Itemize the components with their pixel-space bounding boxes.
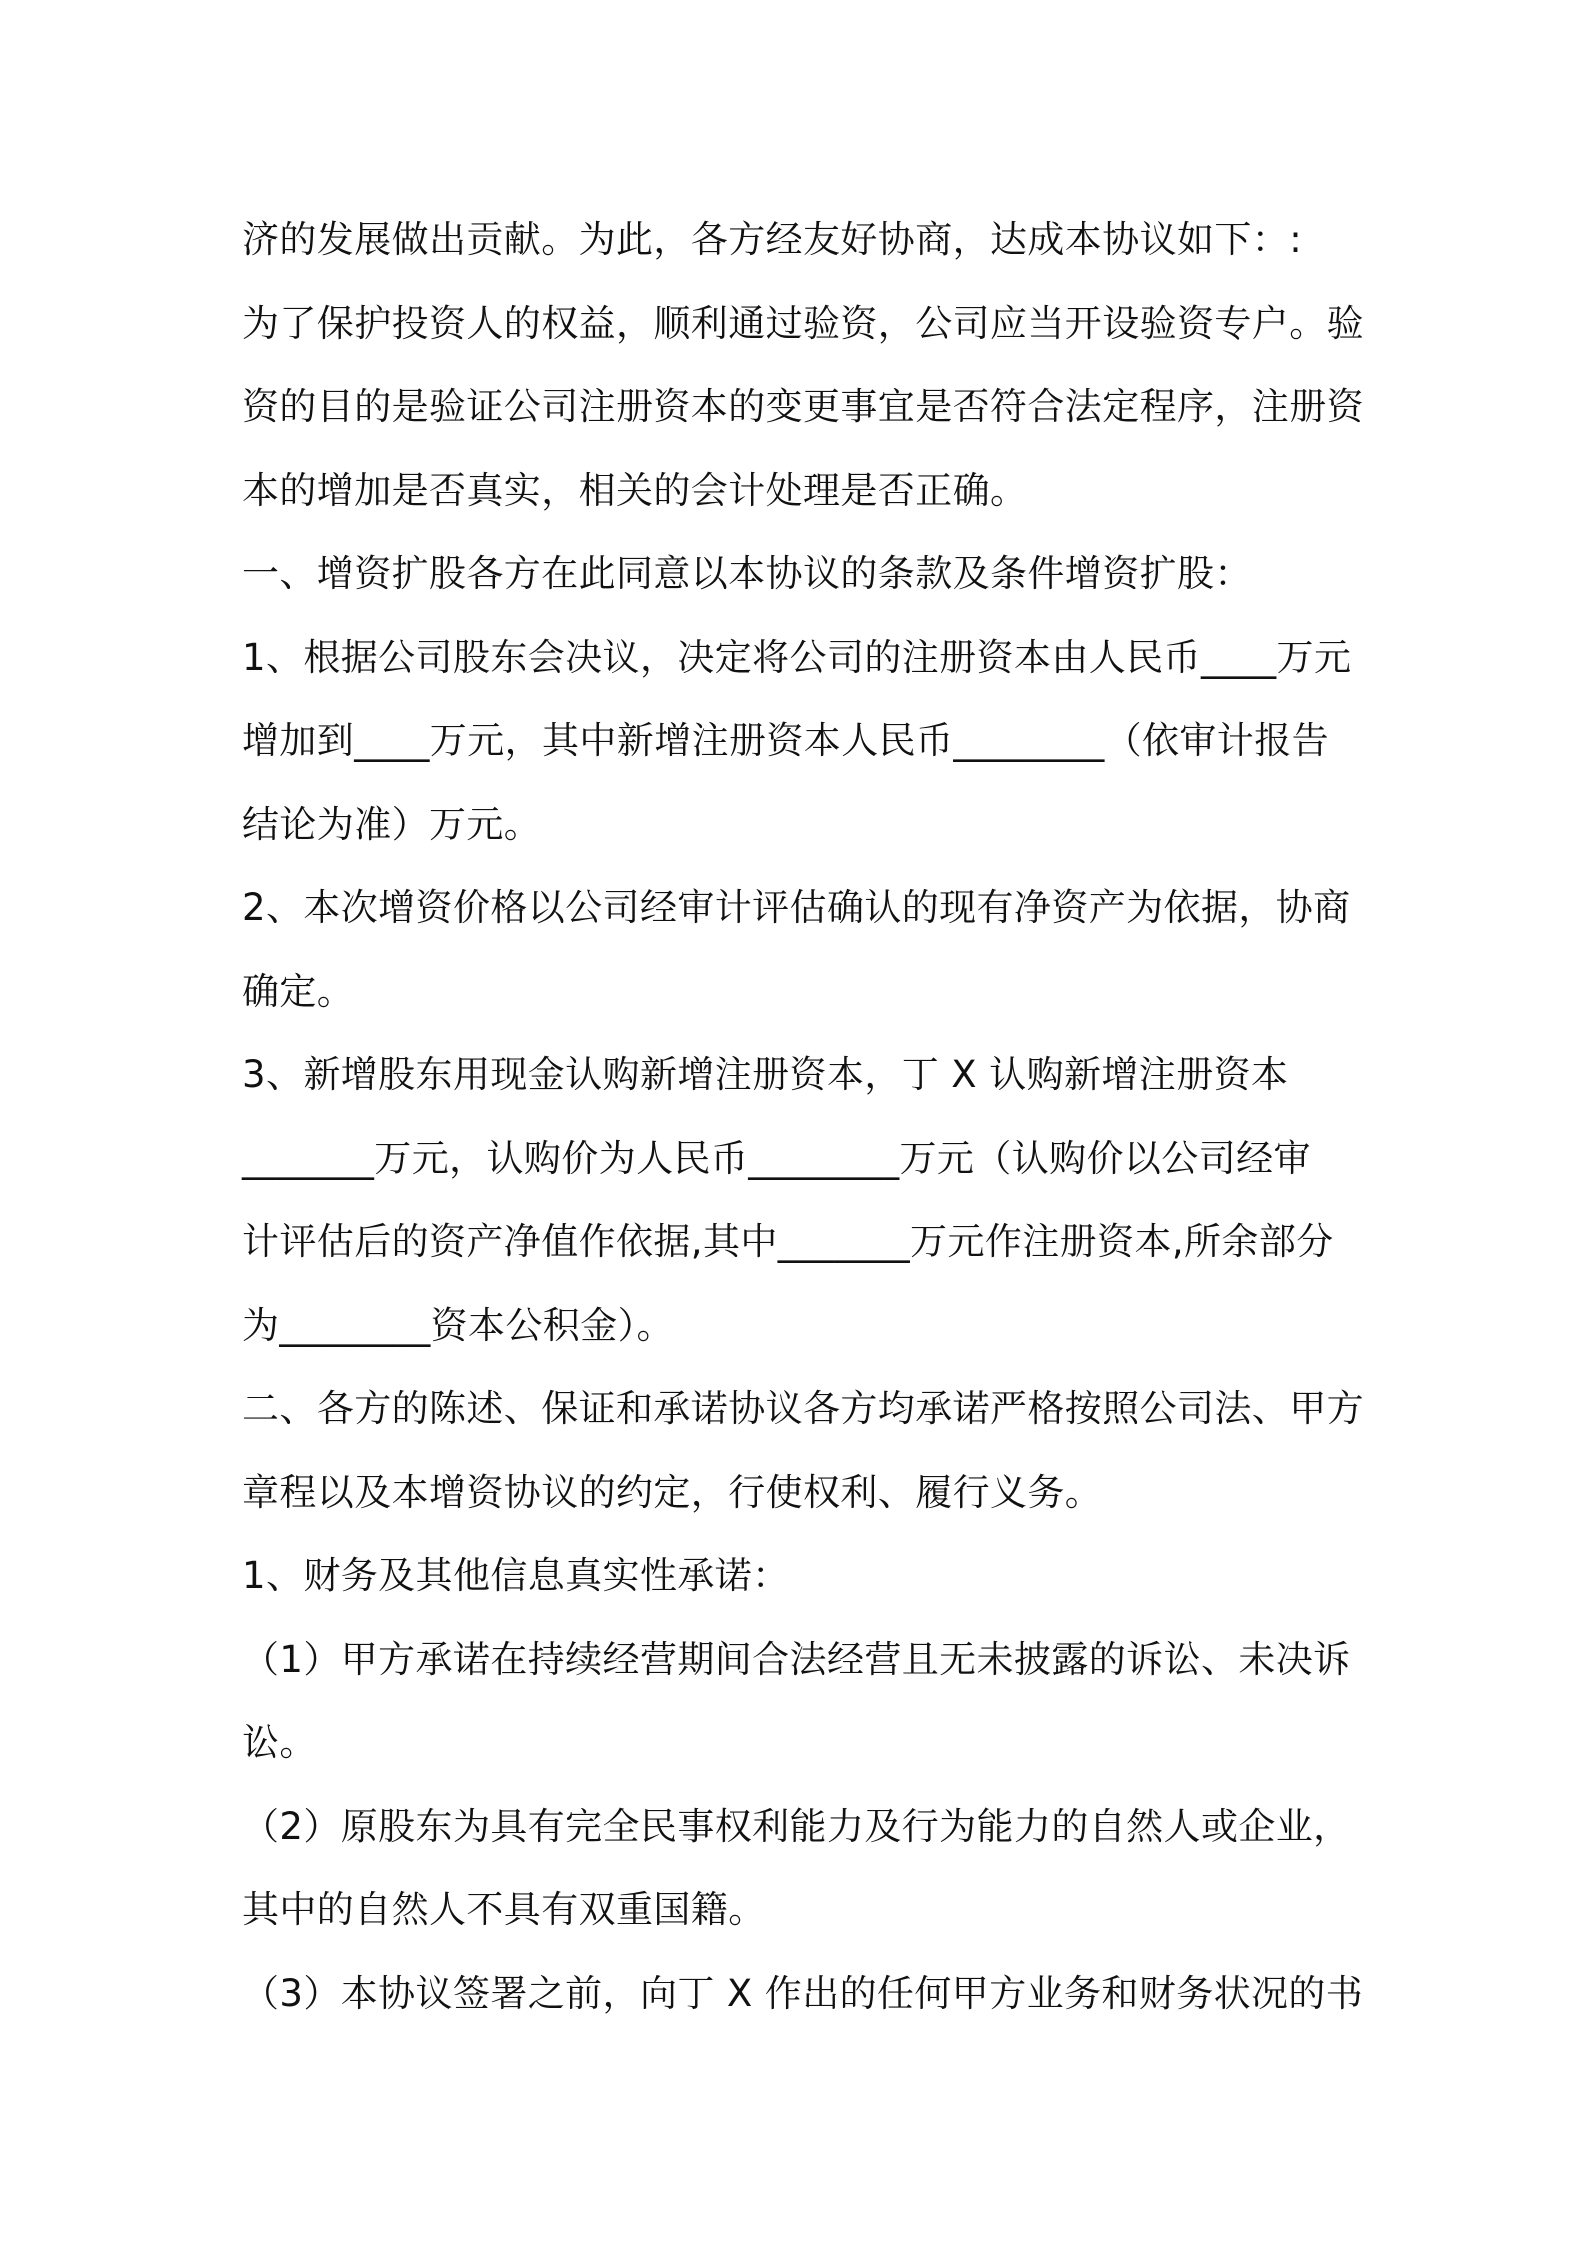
text-line: （3）本协议签署之前，向丁 X 作出的任何甲方业务和财务状况的书: [242, 1971, 1364, 2015]
text-line: 确定。: [242, 969, 355, 1013]
section-heading: 一、增资扩股各方在此同意以本协议的条款及条件增资扩股：: [242, 552, 1252, 595]
document-body: [242, 198, 1364, 2035]
text-line: 结论为准）万元。: [242, 802, 542, 846]
text-line: _______万元，认购价为人民币________万元（认购价以公司经审: [242, 1136, 1311, 1180]
text-line: 资的目的是验证公司注册资本的变更事宜是否符合法定程序，注册资: [242, 385, 1364, 428]
text-line: （1）甲方承诺在持续经营期间合法经营且无未披露的诉讼、未决诉: [242, 1637, 1351, 1681]
text-line: 2、本次增资价格以公司经审计评估确认的现有净资产为依据，协商: [242, 886, 1351, 929]
text-line: 增加到____万元，其中新增注册资本人民币________（依审计报告: [242, 719, 1329, 762]
text-line: 为了保护投资人的权益，顺利通过验资，公司应当开设验资专户。验: [242, 301, 1364, 345]
text-line: 其中的自然人不具有双重国籍。: [242, 1888, 766, 1931]
text-line: 1、财务及其他信息真实性承诺：: [242, 1554, 790, 1597]
text-line: 为________资本公积金）。: [242, 1303, 674, 1347]
text-line: （2）原股东为具有完全民事权利能力及行为能力的自然人或企业，: [242, 1804, 1351, 1848]
text-line: 讼。: [242, 1721, 317, 1764]
text-line: 济的发展做出贡献。为此，各方经友好协商，达成本协议如下：:: [242, 218, 1303, 261]
text-line: 3、新增股东用现金认购新增注册资本，丁 X 认购新增注册资本: [242, 1053, 1289, 1096]
text-line: 本的增加是否真实，相关的会计处理是否正确。: [242, 468, 1028, 512]
section-heading: 二、各方的陈述、保证和承诺协议各方均承诺严格按照公司法、甲方: [242, 1387, 1364, 1430]
text-line: 章程以及本增资协议的约定，行使权利、履行义务。: [242, 1470, 1103, 1514]
text-line: 计评估后的资产净值作依据,其中_______万元作注册资本,所余部分: [242, 1220, 1334, 1263]
text-line: 1、根据公司股东会决议，决定将公司的注册资本由人民币____万元: [242, 635, 1352, 679]
